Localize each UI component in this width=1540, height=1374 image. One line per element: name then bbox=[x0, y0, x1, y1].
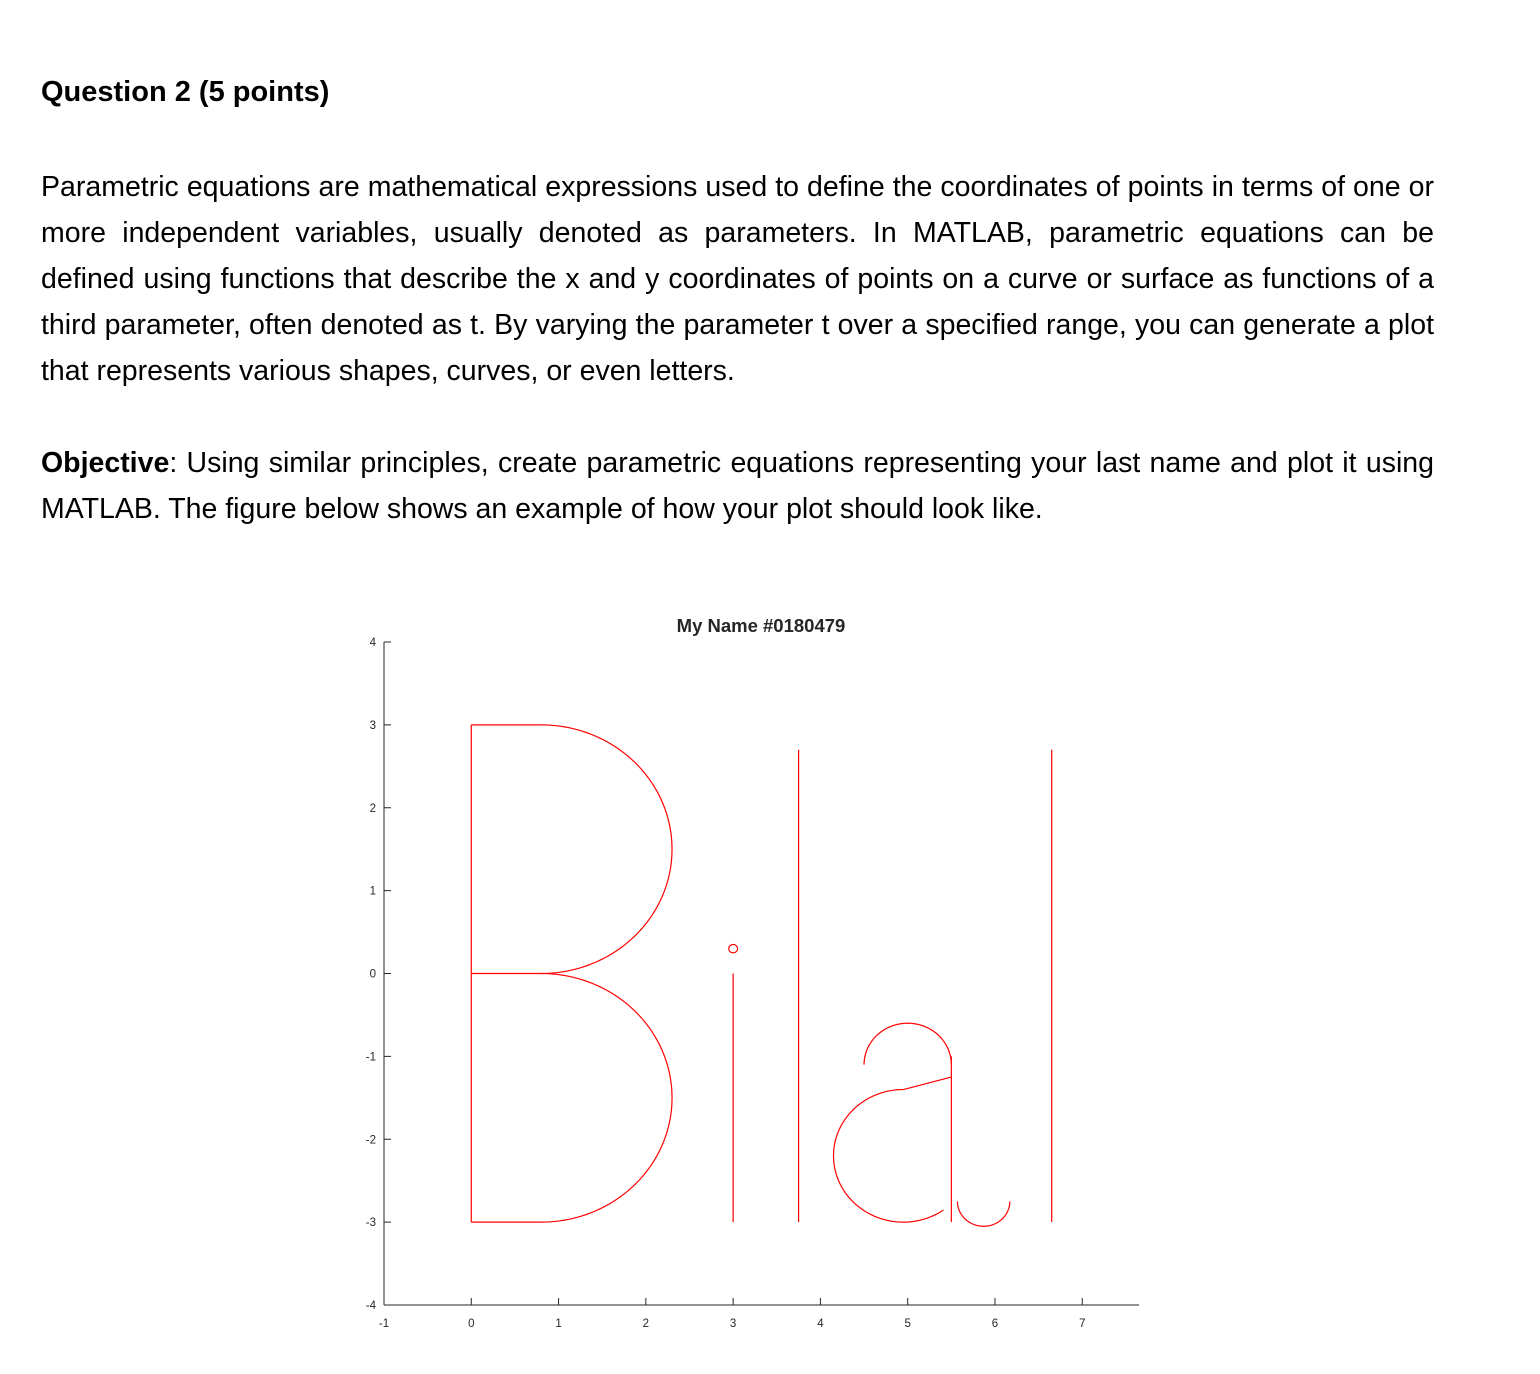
chart-title: My Name #0180479 bbox=[676, 615, 846, 636]
x-tick-label: -1 bbox=[378, 1318, 390, 1330]
y-tick-label: -4 bbox=[365, 1300, 376, 1312]
curve-a-hook bbox=[864, 1023, 951, 1064]
y-tick-label: 1 bbox=[369, 885, 376, 898]
objective-label: Objective bbox=[41, 447, 170, 479]
plot-curves bbox=[471, 725, 1051, 1226]
y-tick-label: 2 bbox=[369, 802, 376, 815]
curve-i-dot bbox=[729, 945, 738, 953]
x-tick-label: 7 bbox=[1079, 1318, 1086, 1330]
objective-text: : Using similar principles, create parametric equations representing your last name and plot it using MATLAB. The figure below shows an example of how your plot should look like. bbox=[41, 447, 1434, 525]
curve-B-lower-bowl bbox=[541, 974, 672, 1223]
x-tick-label: 1 bbox=[555, 1318, 562, 1330]
x-tick-label: 6 bbox=[991, 1318, 999, 1330]
curve-a-bowl bbox=[834, 1090, 944, 1223]
x-tick-label: 0 bbox=[468, 1318, 475, 1330]
y-tick-label: -1 bbox=[365, 1051, 376, 1064]
y-tick-label: 3 bbox=[369, 719, 376, 732]
y-tick-label: 4 bbox=[369, 637, 376, 649]
x-tick-label: 2 bbox=[642, 1318, 650, 1330]
curve-a-tail bbox=[957, 1201, 1009, 1226]
curve-a-bar bbox=[903, 1077, 951, 1089]
axes bbox=[366, 637, 1139, 1330]
x-tick-label: 3 bbox=[729, 1318, 737, 1330]
x-tick-label: 4 bbox=[817, 1318, 824, 1330]
question-title: Question 2 (5 points) bbox=[41, 76, 330, 108]
curve-B-upper-bowl bbox=[541, 725, 672, 974]
y-tick-label: 0 bbox=[369, 968, 376, 981]
y-tick-label: -3 bbox=[365, 1217, 376, 1230]
intro-paragraph: Parametric equations are mathematical expressions used to define the coordinates of points in terms of one or more independent variables, usually denoted as parameters. In MATLAB, parametric equations can be defined using functions that describe the x and y coordinates of points on a curve or surface as functions of a third parameter, often denoted as t. By varying the parameter t over a specified range, you can generate a plot that represents various shapes, curves, or even letters. bbox=[41, 171, 1434, 387]
x-tick-label: 5 bbox=[904, 1318, 911, 1330]
y-tick-label: -2 bbox=[365, 1134, 376, 1147]
